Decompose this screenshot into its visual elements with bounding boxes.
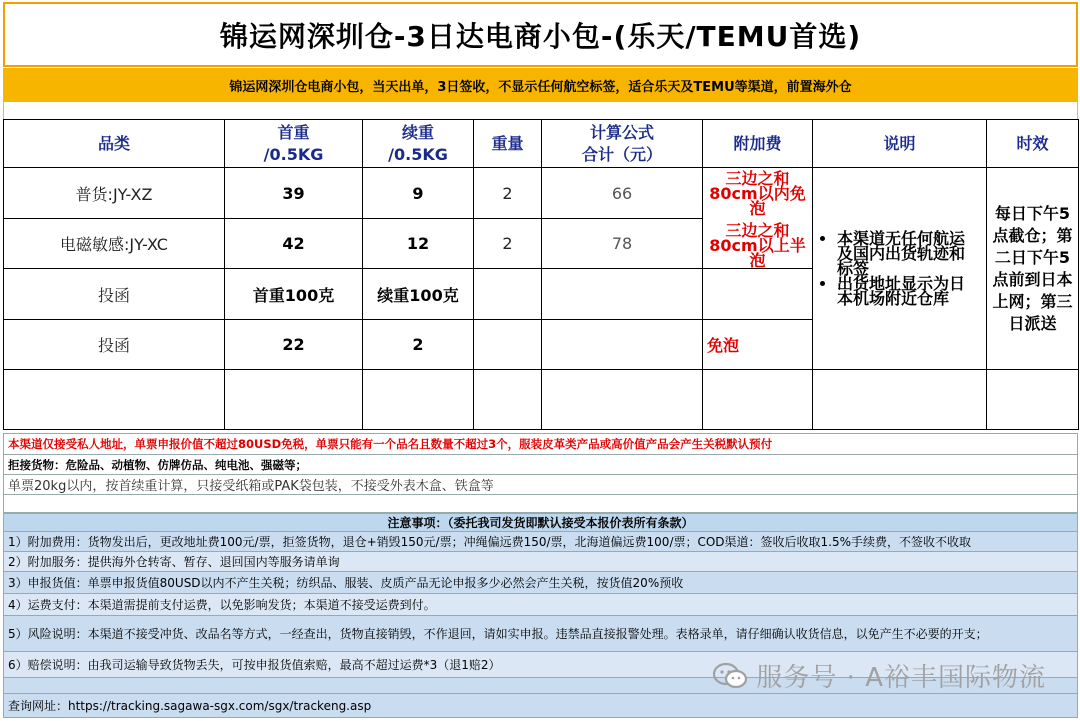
header-category: 品类 xyxy=(4,120,225,168)
page-title: 锦运网深圳仓-3日达电商小包-(乐天/TEMU首选) xyxy=(3,2,1078,67)
row-surcharge: 三边之和80cm以内免泡 xyxy=(703,168,813,219)
row-first-price: 首重100克 xyxy=(225,269,363,320)
spacer-line xyxy=(3,495,1078,513)
watermark-text: 服务号 · A裕丰国际物流 xyxy=(756,663,1046,693)
explanation-item: • 本渠道无任何航运及国内出货轨迹和标签 xyxy=(837,231,980,276)
note-item: 3）申报货值：单票申报货值80USD以内不产生关税；纺织品、服装、皮质产品无论申报多少必然会产生关税，按货值20%预收 xyxy=(3,572,1078,594)
header-formula: 计算公式 合计（元） xyxy=(542,120,703,168)
row-extra-price: 12 xyxy=(363,219,474,269)
spacer-row xyxy=(3,102,1078,119)
row-extra-price: 9 xyxy=(363,168,474,219)
note-item: 2）附加服务：提供海外仓转寄、暂存、退回国内等服务请单询 xyxy=(3,552,1078,572)
note-item: 1）附加费用：货物发出后，更改地址费100元/票，拒签货物，退仓+销毁150元/票；冲绳偏远费150/票，北海道偏远费100/票；COD渠道：签收后收取1.5%手续费，不签收不收取 xyxy=(3,532,1078,552)
header-first-weight: 首重 /0.5KG xyxy=(225,120,363,168)
row-weight xyxy=(474,269,542,320)
row-total: 78 xyxy=(542,219,703,269)
row-total: 66 xyxy=(542,168,703,219)
header-extra-weight: 续重 /0.5KG xyxy=(363,120,474,168)
tracking-url-line: 查询网址：https://tracking.sagawa-sgx.com/sgx/trackeng.asp xyxy=(3,694,1078,718)
row-first-price: 42 xyxy=(225,219,363,269)
note-item: 4）运费支付：本渠道需提前支付运费，以免影响发货；本渠道不接受运费到付。 xyxy=(3,594,1078,616)
watermark xyxy=(712,657,1046,694)
row-category: 投函 xyxy=(4,269,225,320)
timeliness-cell: 每日下午5点截仓；第二日下午5点前到日本上网；第三日派送 xyxy=(987,168,1079,370)
rate-table xyxy=(3,119,1079,430)
row-total xyxy=(542,269,703,320)
row-first-price: 22 xyxy=(225,320,363,370)
row-category: 普货:JY-XZ xyxy=(4,168,225,219)
row-extra-price: 续重100克 xyxy=(363,269,474,320)
explanation-item: • 出货地址显示为日本机场附近仓库 xyxy=(837,276,980,306)
subtitle-banner: 锦运网深圳仓电商小包，当天出单，3日签收，不显示任何航空标签，适合乐天及TEMU等渠道，前置海外仓 xyxy=(3,68,1078,102)
refused-goods-line: 拒接货物：危险品、动植物、仿牌仿品、纯电池、强磁等； xyxy=(3,455,1078,475)
note-item: 6）赔偿说明：由我司运输导致货物丢失，可按申报货值索赔，最高不超过运费*3（退1赔2） xyxy=(3,652,1078,678)
row-category: 电磁敏感:JY-XC xyxy=(4,219,225,269)
row-surcharge: 免泡 xyxy=(703,320,813,370)
row-first-price: 39 xyxy=(225,168,363,219)
header-weight: 重量 xyxy=(474,120,542,168)
notes-heading: 注意事项：（委托我司发货即默认接受本报价表所有条款） xyxy=(3,513,1078,532)
row-category: 投函 xyxy=(4,320,225,370)
row-surcharge: 三边之和80cm以上半泡 xyxy=(703,219,813,269)
row-weight: 2 xyxy=(474,168,542,219)
header-timeliness: 时效 xyxy=(987,120,1079,168)
row-weight xyxy=(474,320,542,370)
header-surcharge: 附加费 xyxy=(703,120,813,168)
table-row xyxy=(4,168,1079,219)
row-extra-price: 2 xyxy=(363,320,474,370)
wechat-icon xyxy=(712,662,748,690)
table-row-empty xyxy=(4,370,1079,430)
explanation-cell xyxy=(813,168,987,370)
row-weight: 2 xyxy=(474,219,542,269)
note-item: 5）风险说明：本渠道不接受冲货、改品名等方式，一经查出，货物直接销毁，不作退回，请如实申报。违禁品直接报警处理。表格录单，请仔细确认收货信息，以免产生不必要的开支； xyxy=(3,616,1078,652)
weight-limit-line: 单票20kg以内，按首续重计算，只接受纸箱或PAK袋包装，不接受外表木盒、铁盒等 xyxy=(3,475,1078,495)
warning-line: 本渠道仅接受私人地址，单票申报价值不超过80USD免税，单票只能有一个品名且数量不超过3个，服装皮革类产品或高价值产品会产生关税默认预付 xyxy=(3,433,1078,455)
row-total xyxy=(542,320,703,370)
row-surcharge xyxy=(703,269,813,320)
header-explanation: 说明 xyxy=(813,120,987,168)
